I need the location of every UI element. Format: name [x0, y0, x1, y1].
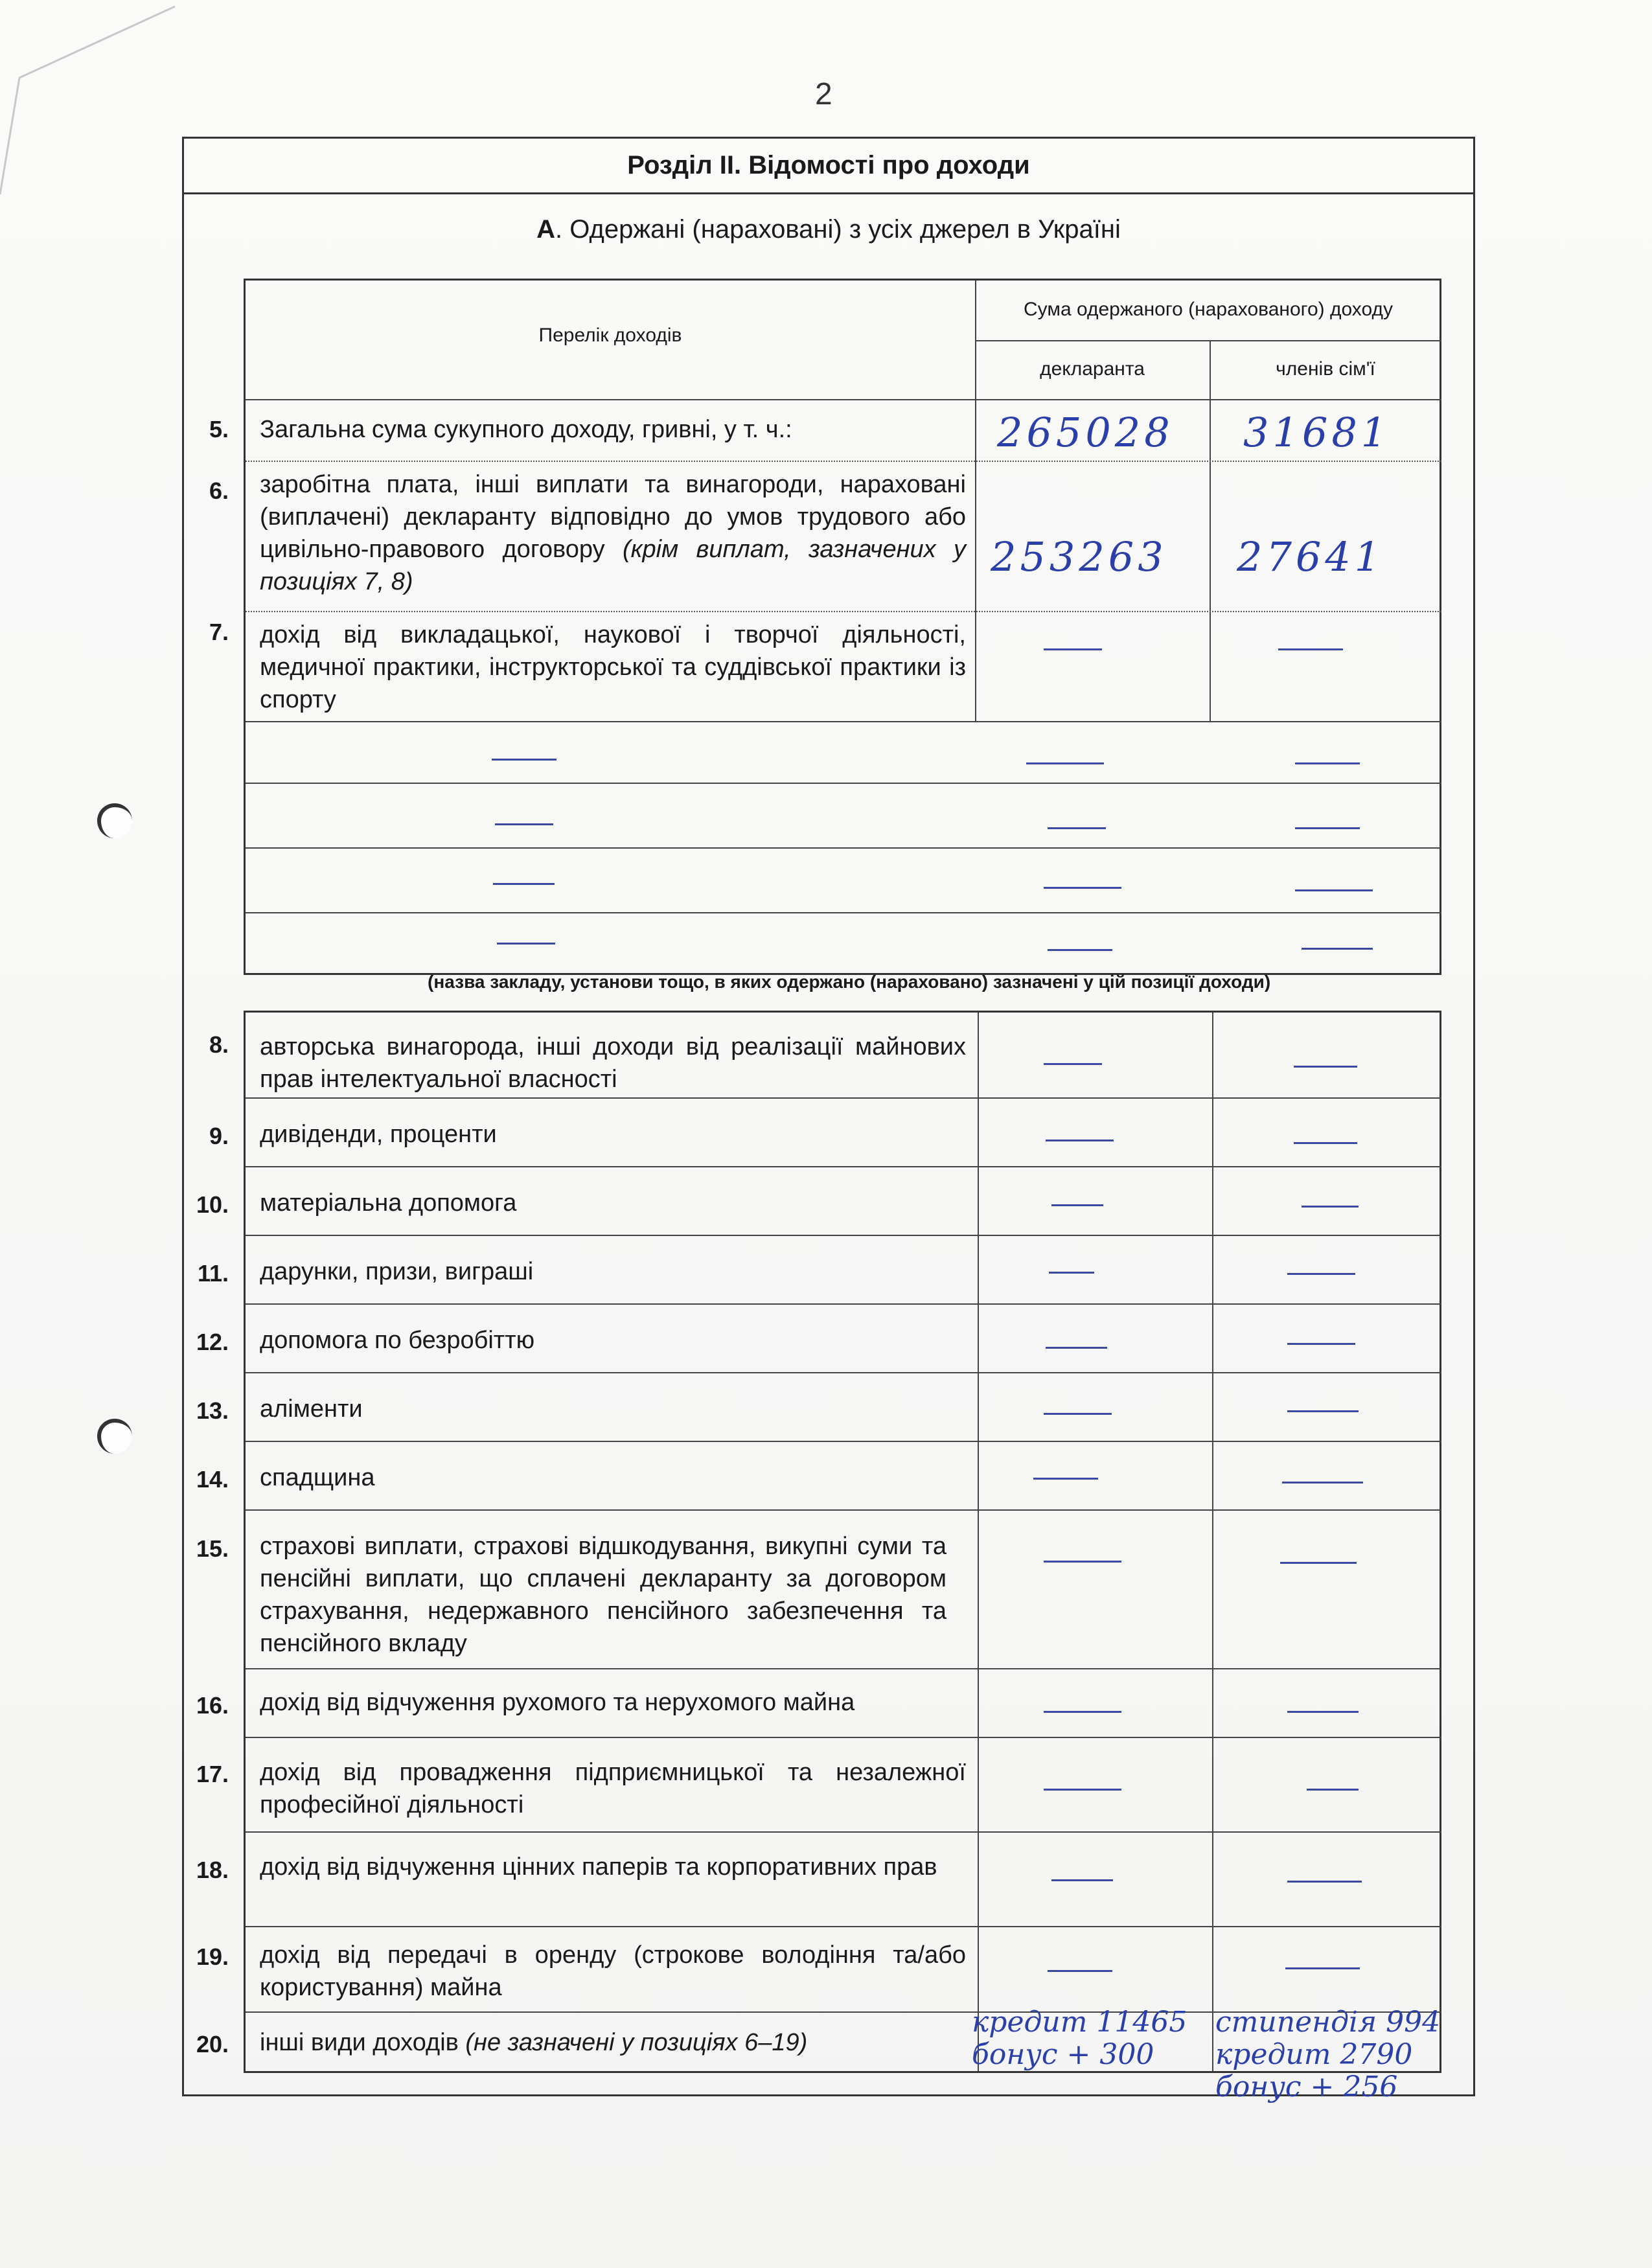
subtitle-text: . Одержані (нараховані) з усіх джерел в Україні [555, 215, 1121, 244]
row-12-label: допомога по безробіттю [260, 1327, 535, 1354]
section-title: Розділ ІІ. Відомості про доходи [184, 139, 1473, 194]
row-6-declarant-value: 253263 [991, 533, 1167, 580]
institution-caption: (назва закладу, установи тощо, в яких одержано (нараховано) зазначені у цій позиції доходи) [428, 972, 1271, 992]
institution-line-1-dash [492, 759, 556, 761]
row-15-declarant-dash [1044, 1561, 1121, 1563]
row-13-declarant-dash [1044, 1413, 1112, 1415]
institution-line-2-declarant-dash [1048, 827, 1106, 829]
institution-line-2-dash [495, 823, 553, 825]
row-14-number: 14. [196, 1466, 229, 1493]
row-5-label: Загальна сума сукупного доходу, гривні, у т. ч.: [260, 416, 792, 443]
row-8-label: авторська винагорода, інші доходи від реалізації майнових прав інтелектуальної власності [260, 1033, 966, 1093]
header-declarant: декларанта [1040, 358, 1145, 380]
institution-line-3-declarant-dash [1044, 887, 1121, 889]
row-9-declarant-dash [1046, 1140, 1114, 1141]
row-6-family-value: 27641 [1237, 533, 1384, 580]
row-19-number: 19. [196, 1943, 229, 1970]
row-9-family-dash [1294, 1142, 1357, 1144]
row-11-declarant-dash [1049, 1272, 1094, 1274]
row-12-declarant-dash [1046, 1347, 1107, 1349]
row-16-family-dash [1287, 1711, 1359, 1713]
row-15-label: страхові виплати, страхові відшкодування, викупні суми та пенсійні виплати, що сплачені декларанту за договором страхування, недержавного пенсійного забезпечення та пенсійного вкладу [260, 1533, 946, 1657]
row-17-number: 17. [196, 1761, 229, 1787]
row-18-label: дохід від відчуження цінних паперів та корпоративних прав [260, 1853, 937, 1881]
row-19-declarant-dash [1048, 1970, 1112, 1972]
row-12-family-dash [1287, 1343, 1355, 1345]
row-5-declarant-value: 265028 [997, 409, 1174, 456]
row-15-family-dash [1280, 1562, 1357, 1564]
row-17-declarant-dash [1044, 1789, 1121, 1791]
income-table-upper [244, 279, 1441, 975]
row-10-declarant-dash [1051, 1204, 1103, 1206]
row-10-label: матеріальна допомога [260, 1189, 517, 1217]
row-19-label: дохід від передачі в оренду (строкове володіння та/або користування) майна [260, 1942, 966, 2001]
subtitle [184, 215, 1473, 244]
punch-hole-bottom [97, 1419, 132, 1454]
page-fold-mark [0, 0, 194, 207]
row-17-family-dash [1307, 1789, 1359, 1791]
institution-line-2-family-dash [1295, 827, 1360, 829]
row-14-declarant-dash [1033, 1478, 1098, 1480]
income-table-lower [244, 1011, 1441, 2073]
header-income-list: Перелік доходів [538, 325, 682, 346]
row-20-number: 20. [196, 2031, 229, 2057]
row-6-label: заробітна плата, інші виплати та винагороди, нараховані (виплачені) декларанту відповідно до умов трудового або цивільно-правового договору (крім виплат, зазначених у позиціях 7, 8) [260, 471, 966, 595]
page-number: 2 [815, 77, 832, 111]
row-13-family-dash [1287, 1410, 1359, 1412]
row-6-number: 6. [209, 477, 229, 504]
institution-line-3-dash [493, 883, 555, 885]
row-16-number: 16. [196, 1692, 229, 1719]
institution-line-4-family-dash [1302, 948, 1373, 950]
row-7-label: дохід від викладацької, наукової і творчої діяльності, медичної практики, інструкторської та суддівської практики із спорту [260, 621, 966, 713]
row-20-family-line-3: бонус + 256 [1215, 2070, 1398, 2103]
row-20-family-line-2: кредит 2790 [1215, 2038, 1413, 2071]
row-11-label: дарунки, призи, виграші [260, 1258, 534, 1285]
punch-hole-top [97, 803, 132, 838]
institution-line-4-dash [497, 943, 555, 945]
header-family: членів сім'ї [1276, 358, 1375, 380]
institution-line-4-declarant-dash [1048, 949, 1112, 951]
row-20-family-line-1: стипендія 994 [1215, 2006, 1441, 2039]
institution-line-1-family-dash [1295, 762, 1360, 764]
row-13-number: 13. [196, 1397, 229, 1424]
row-5-number: 5. [209, 416, 229, 442]
row-20-label: інші види доходів (не зазначені у позиціях 6–19) [260, 2029, 808, 2056]
row-16-declarant-dash [1044, 1711, 1121, 1713]
row-16-label: дохід від відчуження рухомого та нерухомого майна [260, 1689, 855, 1716]
row-8-number: 8. [209, 1031, 229, 1058]
row-14-label: спадщина [260, 1464, 375, 1491]
row-13-label: аліменти [260, 1395, 363, 1423]
row-18-declarant-dash [1051, 1879, 1113, 1881]
subtitle-letter: А [536, 215, 556, 244]
row-10-number: 10. [196, 1191, 229, 1218]
row-11-number: 11. [197, 1260, 229, 1287]
row-18-number: 18. [196, 1857, 229, 1883]
header-sum-title: Сума одержаного (нарахованого) доходу [1023, 299, 1393, 320]
row-8-family-dash [1294, 1066, 1357, 1068]
row-20-declarant-line-1: кредит 11465 [972, 2006, 1187, 2039]
row-12-number: 12. [196, 1329, 229, 1355]
row-15-number: 15. [196, 1535, 229, 1562]
row-19-family-dash [1285, 1967, 1360, 1969]
row-11-family-dash [1287, 1273, 1355, 1275]
row-17-label: дохід від провадження підприємницької та незалежної професійної діяльності [260, 1759, 966, 1818]
row-20-declarant-line-2: бонус + 300 [972, 2038, 1154, 2071]
row-10-family-dash [1302, 1206, 1359, 1208]
row-5-family-value: 31681 [1243, 409, 1391, 456]
row-7-declarant-dash [1044, 648, 1102, 650]
row-7-family-dash [1278, 648, 1343, 650]
row-18-family-dash [1287, 1881, 1362, 1883]
row-14-family-dash [1282, 1482, 1363, 1483]
row-9-label: дивіденди, проценти [260, 1121, 497, 1148]
row-7-number: 7. [209, 619, 229, 645]
institution-line-1-declarant-dash [1026, 762, 1104, 764]
row-8-declarant-dash [1044, 1063, 1102, 1065]
row-9-number: 9. [209, 1123, 229, 1149]
institution-line-3-family-dash [1295, 889, 1373, 891]
